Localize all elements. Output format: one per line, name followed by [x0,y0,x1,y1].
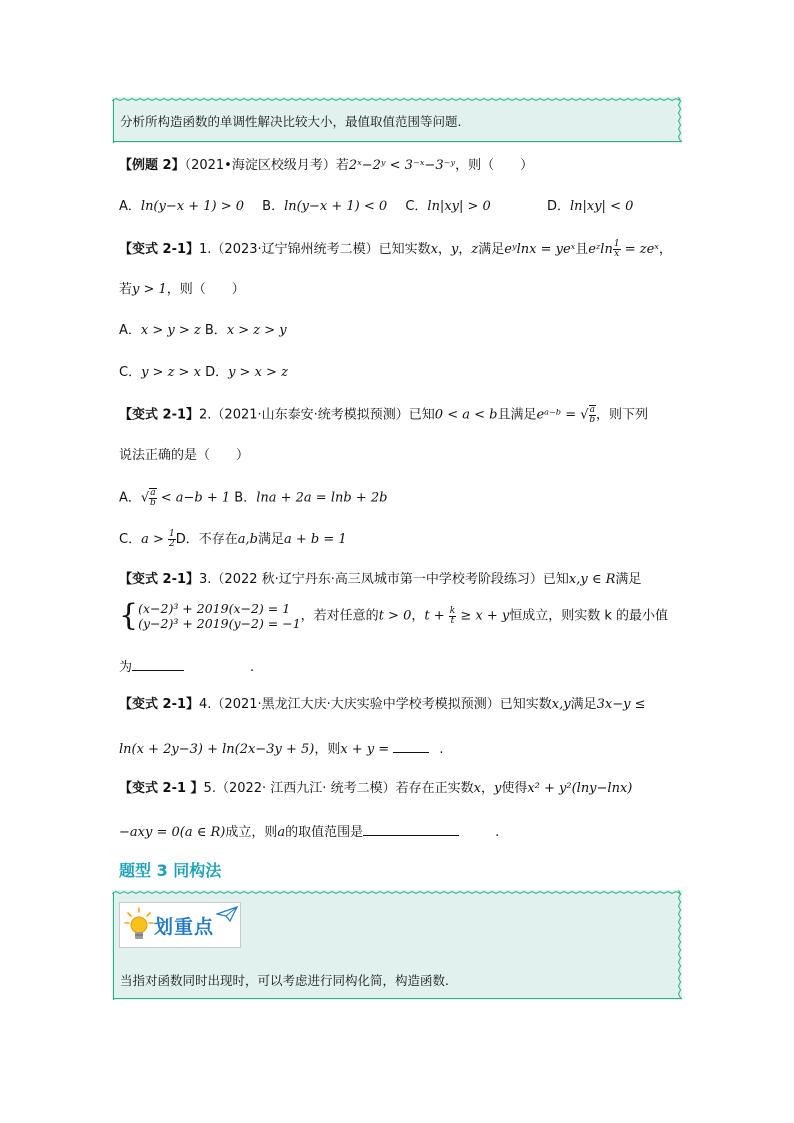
answer-blank[interactable] [393,738,429,753]
equation-system: (x−2)³ + 2019(x−2) = 1 (y−2)³ + 2019(y−2) = −1 [138,601,301,631]
section-title: 题型 3 同构法 [119,861,222,880]
fraction: $\frac{1}{x}$ [613,239,620,259]
left-brace: { [119,598,139,633]
variant-3-line2: { (x−2)³ + 2019(x−2) = 1 (y−2)³ + 2019(y−2) = −1 ，若对任意的t > 0，t + $\frac{k}{t}$ ≥ x + y恒成立，则实数 k 的最小值 [119,598,669,633]
variant-4-stem: 【变式 2-1】4.（2021·黑龙江大庆·大庆实验中学校考模拟预测）已知实数x,y满足3x−y ≤ [119,697,646,712]
variant-4-line2: ln(x + 2y−3) + ln(2x−3y + 5)，则x + y = . [119,738,443,759]
example-2-stem: 【例题 2】（2021•海淀区校级月考）若2ˣ−2ʸ < 3⁻ˣ−3⁻ʸ，则（ ） [119,158,534,173]
variant-1-options-cd: C．y > z > x D．y > x > z [119,365,288,380]
tip-box-1-text: 分析所构造函数的单调性解决比较大小，最值取值范围等问题. [120,114,462,129]
answer-blank[interactable] [132,656,184,671]
fraction: $\frac{k}{t}$ [449,605,456,626]
variant-3-stem: 【变式 2-1】3.（2022 秋·辽宁丹东·高三凤城市第一中学校考阶段练习）已知x,y ∈ R满足 [119,572,642,587]
variant-2-options-ab: A．√ $\frac{a}{b}$ < a−b + 1 B．lna + 2a = lnb + 2b [119,488,388,508]
fraction: $\frac{a}{b}$ [589,405,596,425]
variant-3-line3: 为 . [119,656,254,677]
fraction: $\frac{1}{2}$ [169,529,175,549]
variant-5-line2: −axy = 0(a ∈ R)成立，则a的取值范围是 . [119,821,499,842]
fraction: $\frac{a}{b}$ [150,488,156,508]
sqrt-sign: √ [140,490,150,506]
variant-5-stem: 【变式 2-1 】5.（2022· 江西九江· 统考二模）若存在正实数x，y使得x² + y²(lny−lnx) [119,781,633,796]
variant-1-stem: 【变式 2-1】1.（2023·辽宁锦州统考二模）已知实数x，y，z满足eʸlnx = yeˣ且eᶻln $\frac{1}{x}$ = zeˣ， [119,239,672,259]
tip-box-2-text: 当指对函数同时出现时，可以考虑进行同构化简，构造函数. [120,973,449,988]
variant-1-options-ab: A．x > y > z B．x > z > y [119,323,287,338]
tip-box-1 [112,97,682,143]
variant-2-line2: 说法正确的是（ ） [119,448,250,463]
example-2-options: A．ln(y−x + 1) > 0 B．ln(y−x + 1) < 0 C．ln|xy| > 0 D．ln|xy| < 0 [119,199,634,214]
variant-2-options-cd: C．a > $\frac{1}{2}$ D．不存在a,b满足a + b = 1 [119,529,347,549]
lightbulb-icon [124,906,154,946]
sqrt-sign: √ [580,407,589,423]
variant-2-stem: 【变式 2-1】2.（2021·山东泰安·统考模拟预测）已知0 < a < b且满足eᵃ⁻ᵇ = √ $\frac{a}{b}$ ，则下列 [119,405,648,425]
answer-blank[interactable] [363,821,459,836]
badge-label: 划重点 [154,916,215,938]
paper-plane-icon [216,906,238,922]
variant-1-line2: 若y > 1，则（ ） [119,282,245,297]
key-point-badge [119,902,241,948]
